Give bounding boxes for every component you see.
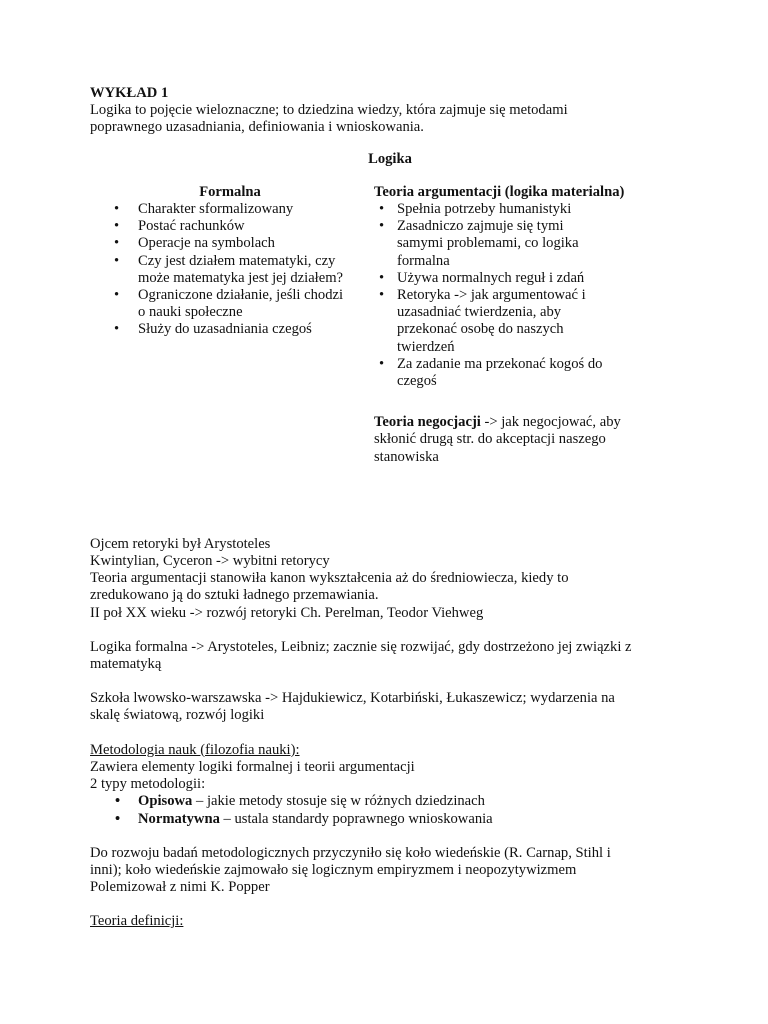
intro-line: poprawnego uzasadniania, definiowania i wnioskowania.: [90, 119, 424, 136]
list-item: • Normatywna – ustala standardy poprawnego wnioskowania: [90, 811, 690, 828]
list-item: • Ograniczone działanie, jeśli chodzi o nauki społeczne: [90, 287, 370, 321]
list-item: • Używa normalnych reguł i zdań: [378, 270, 654, 287]
list-item: • Operacje na symbolach: [90, 235, 370, 252]
kolo-wiedenskie-paragraph: Do rozwoju badań metodologicznych przyczyniło się koło wiedeńskie (R. Carnap, Stihl i inni); koło wiedeńskie zajmowało się logicznym empiryzmem i neopozytywizmem Polemizował z nimi K. Popper: [90, 844, 611, 896]
list-item: • Charakter sformalizowany: [90, 201, 370, 218]
formalna-heading: Formalna: [199, 183, 261, 200]
list-item: • Postać rachunków: [90, 218, 370, 235]
list-item: • Za zadanie ma przekonać kogoś do czegoś: [378, 356, 654, 390]
intro-paragraph: [90, 102, 690, 136]
list-item: • Służy do uzasadniania czegoś: [90, 321, 370, 338]
list-item: • Spełnia potrzeby humanistyki: [378, 201, 654, 218]
teoria-definicji-heading: Teoria definicji:: [90, 913, 184, 930]
list-item: • Zasadniczo zajmuje się tymi samymi problemami, co logika formalna: [378, 218, 654, 270]
argumentacji-list: [374, 201, 654, 390]
intro-line: Logika to pojęcie wieloznaczne; to dziedzina wiedzy, która zajmuje się metodami: [90, 102, 568, 119]
metodologia-heading: Metodologia nauk (filozofia nauki):: [90, 741, 300, 758]
formalna-column: [90, 184, 370, 466]
metodologia-list: [90, 793, 690, 827]
szkola-paragraph: Szkoła lwowsko-warszawska -> Hajdukiewicz, Kotarbiński, Łukaszewicz; wydarzenia na skalę światową, rozwój logiki: [90, 690, 615, 724]
metodologia-section: Metodologia nauk (filozofia nauki): Zawiera elementy logiki formalnej i teorii argumentacji 2 typy metodologii: • Opisowa – jakie metody stosuje się w różnych dziedzinach • Normatywna – ustala standardy poprawnego wnioskowania: [90, 742, 690, 828]
document-page: [90, 85, 690, 931]
retoryka-paragraph: Ojcem retoryki był Arystoteles Kwintylian, Cyceron -> wybitni retorycy Teoria argumentacji stanowiła kanon wykształcenia aż do średniowiecza, kiedy to zredukowano ją do sztuki ładnego przemawiania. II poł XX wieku -> rozwój retoryki Ch. Perelman, Teodor Viehweg: [90, 535, 569, 621]
lecture-title: WYKŁAD 1: [90, 85, 169, 101]
logika-formalna-paragraph: Logika formalna -> Arystoteles, Leibniz; zacznie się rozwijać, gdy dostrzeżono jej związki z matematyką: [90, 638, 632, 673]
argumentacji-heading: Teoria argumentacji (logika materialna): [374, 183, 625, 200]
logika-heading: Logika: [368, 150, 412, 167]
argumentacji-column: [374, 184, 654, 466]
two-column-section: [90, 184, 690, 466]
list-item: • Czy jest działem matematyki, czy może matematyka jest jej działem?: [90, 253, 370, 287]
negocjacji-term: Teoria negocjacji: [374, 414, 481, 431]
formalna-list: [90, 201, 370, 339]
list-item: • Retoryka -> jak argumentować i uzasadniać twierdzenia, aby przekonać osobę do naszych twierdzeń: [378, 287, 654, 356]
list-item: • Opisowa – jakie metody stosuje się w różnych dziedzinach: [90, 793, 690, 810]
negocjacji-paragraph: Teoria negocjacji -> jak negocjować, aby skłonić drugą str. do akceptacji naszego stanowiska: [374, 414, 621, 465]
